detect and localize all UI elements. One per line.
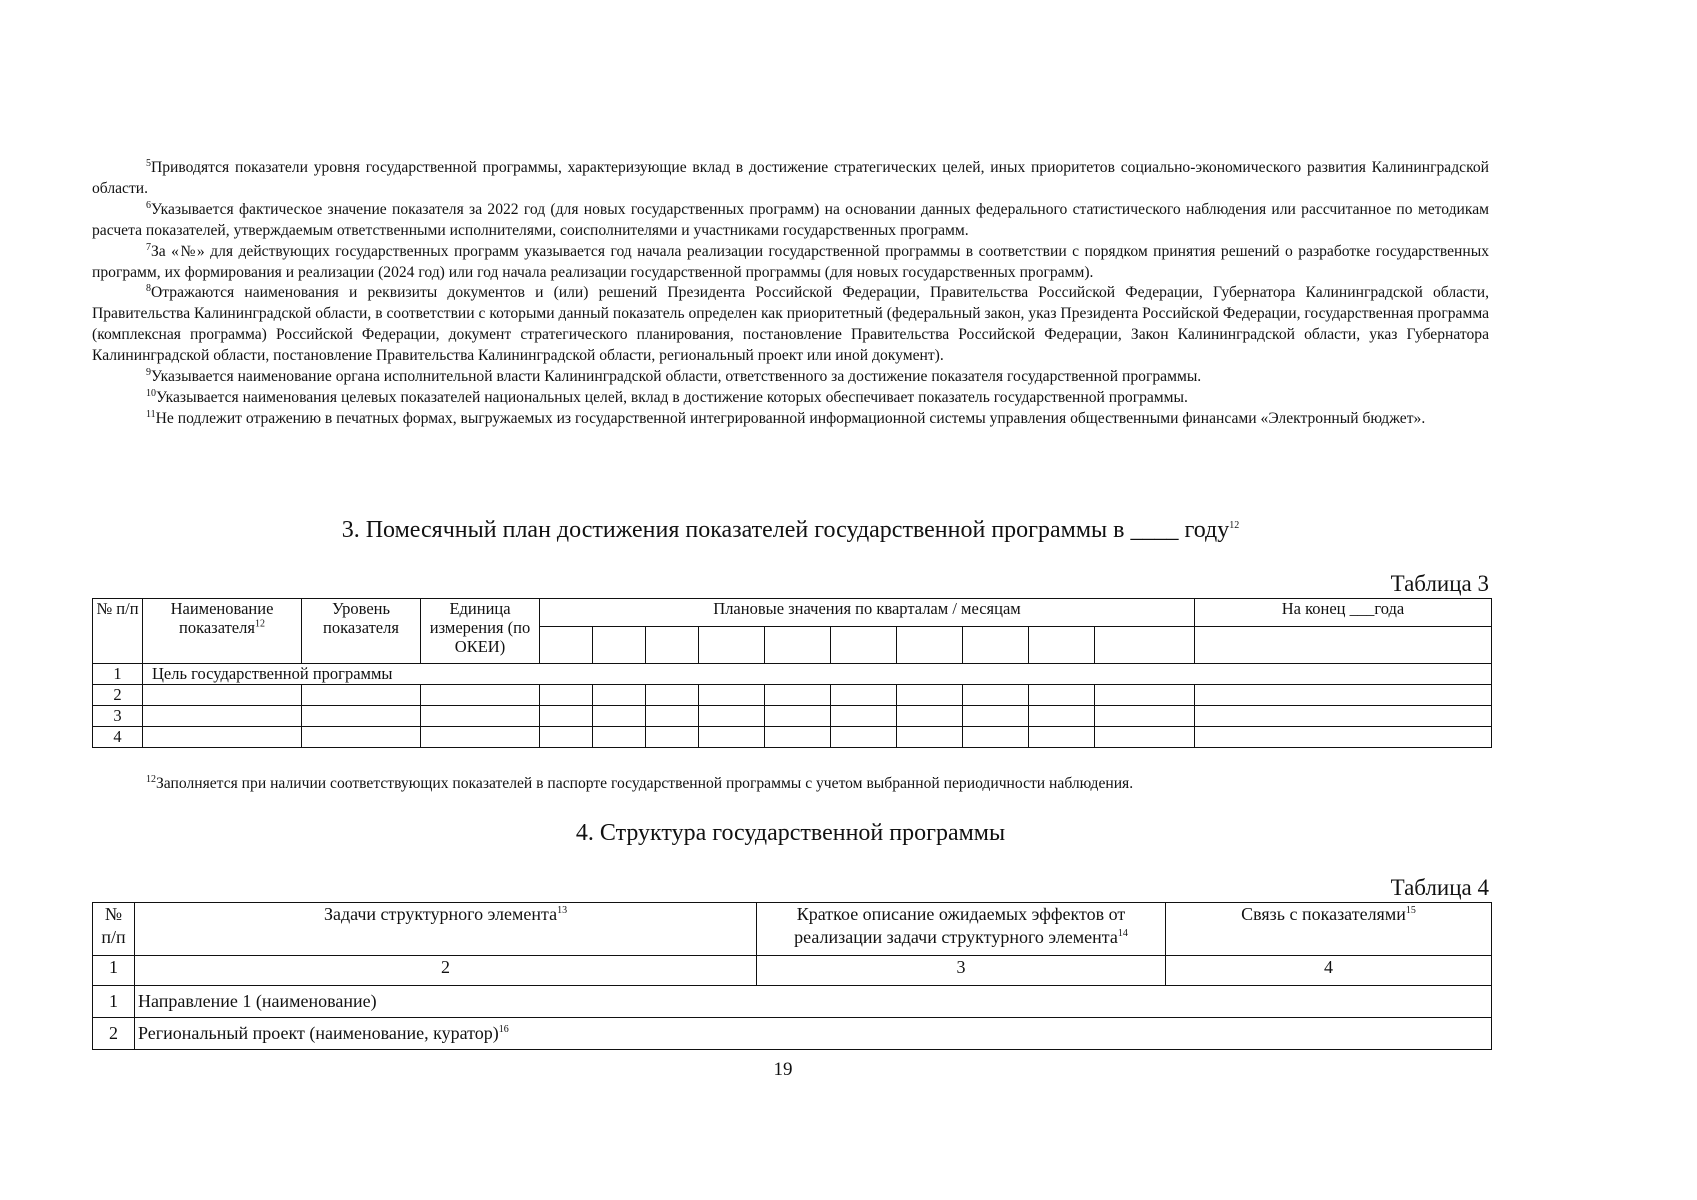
t4-header-effects: Краткое описание ожидаемых эффектов от реализации задачи структурного элемента$^{14}$ — [757, 903, 1166, 956]
table-row — [93, 727, 1492, 748]
t4-header-tasks: Задачи структурного элемента$^{13}$ — [135, 903, 757, 956]
footnote-10: $^{10}$Указывается наименования целевых показателей национальных целей, вклад в достижение которых обеспечивает показатель государственной программы. — [146, 387, 1188, 406]
t4-row-text: Направление 1 (наименование) — [135, 986, 1492, 1018]
t4-colnum: 1 — [93, 956, 135, 986]
t4-colnum: 2 — [135, 956, 757, 986]
table4-caption: Таблица 4 — [1390, 875, 1489, 900]
footnote-8: $^8$Отражаются наименования и реквизиты документов и (или) решений Президента Российской Федерации, Правительства Российской Федерации, Губернатора Калининградской области, Правительства Калининградской области, в соответствии с которыми данный показатель определен как приоритетный (федеральный закон, указ Президента Российской Федерации, государственная программа (комплексная программа) Российской Федерации, документ стратегического планирования, постановление Правительства Российской Федерации, Закон Калининградской области, указ Губернатора Калининградской области, постановление Правительства Калининградской области, региональный проект или иной документ). — [92, 283, 1489, 365]
t4-row-num: 1 — [93, 986, 135, 1018]
t3-month-cell — [646, 627, 699, 664]
t3-header-num: № п/п — [93, 599, 143, 664]
t3-header-level: Уровень показателя — [302, 599, 421, 664]
section3-title: 3. Помесячный план достижения показателей государственной программы в ____ году$^{12}$ — [341, 517, 1240, 543]
footnote-6: $^6$Указывается фактическое значение показателя за 2022 год (для новых государственных программ) на основании данных федерального статистического наблюдения или рассчитанное по методикам расчета показателей, утверждаемым ответственными исполнителями, соисполнителями и участниками государственных программ. — [92, 199, 1489, 239]
t3-row-num: 4 — [93, 727, 143, 748]
t3-row-num: 3 — [93, 706, 143, 727]
footnote-11: $^{11}$Не подлежит отражению в печатных формах, выгружаемых из государственной интегрированной информационной системы управления общественными финансами «Электронный бюджет». — [146, 408, 1426, 427]
t3-month-cell — [540, 627, 593, 664]
t3-header-end: На конец ___года — [1195, 599, 1492, 627]
footnote-12: $^{12}$Заполняется при наличии соответствующих показателей в паспорте государственной программы с учетом выбранной периодичности наблюдения. — [146, 773, 1134, 792]
t3-month-cell — [897, 627, 963, 664]
footnote-5: $^5$Приводятся показатели уровня государственной программы, характеризующие вклад в достижение стратегических целей, иных приоритетов социально-экономического развития Калининградской области. — [92, 157, 1489, 197]
footnotes-block — [92, 158, 1489, 430]
t4-colnum: 3 — [757, 956, 1166, 986]
t3-month-cell — [1029, 627, 1095, 664]
table-3 — [92, 598, 1492, 748]
t3-header-name: Наименование показателя$^{12}$ — [143, 599, 302, 664]
t4-header-num: № п/п — [93, 903, 135, 956]
t3-header-planned: Плановые значения по кварталам / месяцам — [540, 599, 1195, 627]
table-row — [93, 1018, 1492, 1050]
t3-month-cell — [963, 627, 1029, 664]
t3-month-cell — [765, 627, 831, 664]
t3-row-num: 2 — [93, 685, 143, 706]
t4-row-num: 2 — [93, 1018, 135, 1050]
table-4 — [92, 902, 1492, 1050]
t3-end-cell — [1195, 627, 1492, 664]
page-number: 19 — [773, 1059, 793, 1080]
t4-row-text: Региональный проект (наименование, куратор)$^{16}$ — [135, 1018, 1492, 1050]
t3-month-cell — [593, 627, 646, 664]
section4-title: 4. Структура государственной программы — [575, 820, 1006, 846]
t3-month-cell — [1095, 627, 1195, 664]
table3-caption: Таблица 3 — [1390, 571, 1489, 596]
table-row — [93, 685, 1492, 706]
t3-row-num: 1 — [93, 664, 143, 685]
t3-month-cell — [699, 627, 765, 664]
footnote-7: $^7$За «№» для действующих государственных программ указывается год начала реализации государственной программы в соответствии с порядком принятия решений о разработке государственных программ, их формирования и реализации (2024 год) или год начала реализации государственной программы (для новых государственных программ). — [92, 241, 1489, 281]
t4-header-link: Связь с показателями$^{15}$ — [1166, 903, 1492, 956]
table-row — [93, 986, 1492, 1018]
t3-goal-label: Цель государственной программы — [143, 664, 1492, 685]
t3-header-unit: Единица измерения (по ОКЕИ) — [421, 599, 540, 664]
footnote-9: $^9$Указывается наименование органа исполнительной власти Калининградской области, ответственного за достижение показателя государственной программы. — [146, 366, 1202, 386]
t3-month-cell — [831, 627, 897, 664]
table-row — [93, 706, 1492, 727]
t4-colnum: 4 — [1166, 956, 1492, 986]
table-row — [93, 664, 1492, 685]
